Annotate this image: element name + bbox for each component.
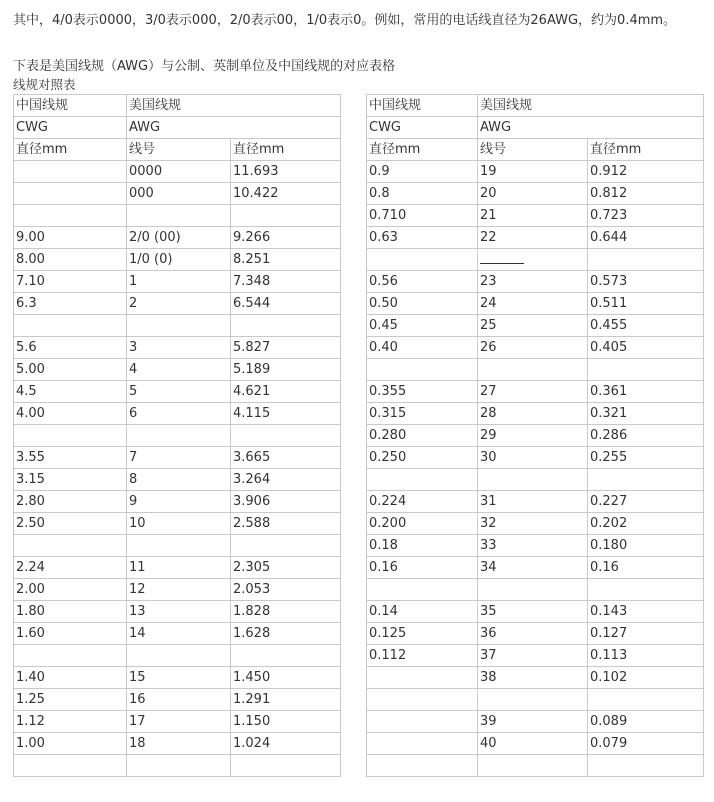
awg-diameter-cell: 3.264	[231, 469, 341, 491]
table-row	[367, 249, 704, 271]
table-header-row	[14, 117, 341, 139]
table-row	[14, 601, 341, 623]
awg-gauge-cell: 1/0 (0)	[127, 249, 231, 271]
awg-diameter-cell: 5.189	[231, 359, 341, 381]
awg-diameter-cell: 0.405	[588, 337, 704, 359]
cwg-diameter-cell	[14, 205, 127, 227]
cwg-diameter-cell: 0.355	[367, 381, 478, 403]
cwg-header-cn: 中国线规	[367, 95, 478, 117]
awg-diameter-cell: 0.127	[588, 623, 704, 645]
awg-gauge-cell: 11	[127, 557, 231, 579]
cwg-diameter-cell: 5.6	[14, 337, 127, 359]
awg-diameter-cell	[588, 755, 704, 777]
cwg-diameter-cell	[14, 183, 127, 205]
table-row	[14, 689, 341, 711]
table-row	[14, 249, 341, 271]
cwg-diameter-cell	[14, 315, 127, 337]
awg-gauge-cell	[127, 425, 231, 447]
awg-diameter-cell: 0.723	[588, 205, 704, 227]
table-row	[14, 469, 341, 491]
table-row	[367, 557, 704, 579]
cwg-diameter-cell: 2.50	[14, 513, 127, 535]
awg-diameter-cell: 2.588	[231, 513, 341, 535]
awg-gauge-cell: 17	[127, 711, 231, 733]
awg-diameter-cell	[231, 425, 341, 447]
table-header-row	[367, 117, 704, 139]
awg-diameter-cell: 0.455	[588, 315, 704, 337]
cwg-diameter-cell: 0.710	[367, 205, 478, 227]
table-row	[14, 183, 341, 205]
cwg-diameter-cell: 0.63	[367, 227, 478, 249]
awg-gauge-cell: 14	[127, 623, 231, 645]
awg-diameter-cell: 8.251	[231, 249, 341, 271]
table-heading: 下表是美国线规（AWG）与公制、英制单位及中国线规的对应表格	[13, 59, 396, 74]
cwg-diameter-cell: 4.5	[14, 381, 127, 403]
awg-diameter-cell	[588, 689, 704, 711]
awg-diameter-cell: 1.628	[231, 623, 341, 645]
awg-diameter-cell: 7.348	[231, 271, 341, 293]
table-row	[367, 491, 704, 513]
awg-diameter-cell	[588, 249, 704, 271]
cwg-diameter-cell: 9.00	[14, 227, 127, 249]
cwg-diameter-cell: 8.00	[14, 249, 127, 271]
cwg-diameter-cell: 0.8	[367, 183, 478, 205]
awg-gauge-cell: 3	[127, 337, 231, 359]
awg-gauge-cell: 29	[478, 425, 588, 447]
awg-gauge-cell	[478, 755, 588, 777]
awg-gauge-cell	[127, 535, 231, 557]
table-row	[367, 535, 704, 557]
table-row	[367, 161, 704, 183]
awg-gauge-cell	[127, 755, 231, 777]
awg-diameter-cell: 3.906	[231, 491, 341, 513]
awg-header: AWG	[478, 117, 704, 139]
awg-gauge-cell: 39	[478, 711, 588, 733]
cwg-diameter-cell: 0.224	[367, 491, 478, 513]
awg-diameter-cell	[588, 359, 704, 381]
cwg-diameter-cell	[367, 359, 478, 381]
awg-gauge-cell: 33	[478, 535, 588, 557]
cwg-diameter-cell: 0.280	[367, 425, 478, 447]
cwg-diameter-cell	[367, 249, 478, 271]
table-row	[367, 469, 704, 491]
awg-gauge-cell	[478, 469, 588, 491]
awg-diameter-cell: 0.079	[588, 733, 704, 755]
awg-gauge-cell	[127, 645, 231, 667]
table-row	[367, 579, 704, 601]
awg-gauge-cell: 13	[127, 601, 231, 623]
awg-diameter-cell	[231, 315, 341, 337]
table-row	[14, 513, 341, 535]
table-row	[367, 733, 704, 755]
table-row	[14, 161, 341, 183]
table-row	[14, 359, 341, 381]
awg-gauge-cell: 15	[127, 667, 231, 689]
awg-gauge-cell: 35	[478, 601, 588, 623]
awg-header-cn: 美国线规	[127, 95, 341, 117]
awg-diameter-cell: 0.143	[588, 601, 704, 623]
awg-gauge-cell: 23	[478, 271, 588, 293]
awg-diameter-cell: 3.665	[231, 447, 341, 469]
gauge-table-right	[366, 94, 704, 777]
awg-gauge-cell: 5	[127, 381, 231, 403]
gauge-table-left	[13, 94, 341, 777]
awg-gauge-cell: 26	[478, 337, 588, 359]
cwg-diameter-cell: 0.14	[367, 601, 478, 623]
diameter-header: 直径mm	[14, 139, 127, 161]
cwg-diameter-cell: 0.315	[367, 403, 478, 425]
table-row	[367, 447, 704, 469]
awg-gauge-cell	[478, 359, 588, 381]
awg-diameter-header: 直径mm	[231, 139, 341, 161]
awg-gauge-cell: 10	[127, 513, 231, 535]
diameter-header: 直径mm	[367, 139, 478, 161]
cwg-diameter-cell	[367, 711, 478, 733]
table-row	[14, 667, 341, 689]
awg-diameter-cell: 4.621	[231, 381, 341, 403]
table-row	[367, 293, 704, 315]
cwg-diameter-cell: 1.12	[14, 711, 127, 733]
table-row	[367, 381, 704, 403]
table-body-left	[14, 95, 341, 777]
underline-mark	[480, 249, 524, 264]
awg-gauge-cell: 2/0 (00)	[127, 227, 231, 249]
awg-diameter-cell: 9.266	[231, 227, 341, 249]
cwg-diameter-cell: 5.00	[14, 359, 127, 381]
table-row	[367, 425, 704, 447]
awg-diameter-cell: 0.202	[588, 513, 704, 535]
awg-gauge-cell: 0000	[127, 161, 231, 183]
awg-gauge-cell: 9	[127, 491, 231, 513]
cwg-diameter-cell: 0.9	[367, 161, 478, 183]
cwg-diameter-cell: 0.45	[367, 315, 478, 337]
cwg-diameter-cell	[367, 733, 478, 755]
cwg-diameter-cell	[367, 579, 478, 601]
awg-diameter-header: 直径mm	[588, 139, 704, 161]
cwg-diameter-cell: 0.50	[367, 293, 478, 315]
cwg-header: CWG	[14, 117, 127, 139]
awg-gauge-cell: 37	[478, 645, 588, 667]
awg-diameter-cell: 6.544	[231, 293, 341, 315]
table-row	[367, 711, 704, 733]
awg-gauge-cell: 000	[127, 183, 231, 205]
cwg-diameter-cell: 0.18	[367, 535, 478, 557]
cwg-diameter-cell: 2.24	[14, 557, 127, 579]
awg-diameter-cell: 10.422	[231, 183, 341, 205]
awg-diameter-cell: 1.450	[231, 667, 341, 689]
cwg-diameter-cell	[14, 645, 127, 667]
awg-header-cn: 美国线规	[478, 95, 704, 117]
awg-header: AWG	[127, 117, 341, 139]
cwg-diameter-cell	[367, 689, 478, 711]
table-row	[14, 447, 341, 469]
cwg-diameter-cell: 1.80	[14, 601, 127, 623]
awg-diameter-cell	[588, 579, 704, 601]
cwg-diameter-cell: 4.00	[14, 403, 127, 425]
awg-gauge-cell: 24	[478, 293, 588, 315]
awg-gauge-cell: 4	[127, 359, 231, 381]
cwg-diameter-cell: 0.56	[367, 271, 478, 293]
cwg-diameter-cell: 0.250	[367, 447, 478, 469]
awg-gauge-cell: 20	[478, 183, 588, 205]
awg-gauge-cell	[127, 205, 231, 227]
cwg-diameter-cell: 1.25	[14, 689, 127, 711]
awg-diameter-cell: 0.361	[588, 381, 704, 403]
table-row	[367, 755, 704, 777]
awg-gauge-cell: 19	[478, 161, 588, 183]
cwg-diameter-cell	[14, 161, 127, 183]
awg-diameter-cell: 2.305	[231, 557, 341, 579]
awg-gauge-cell	[478, 249, 588, 271]
awg-diameter-cell: 0.573	[588, 271, 704, 293]
cwg-diameter-cell	[367, 667, 478, 689]
cwg-diameter-cell	[14, 425, 127, 447]
awg-diameter-cell: 0.255	[588, 447, 704, 469]
cwg-diameter-cell: 2.80	[14, 491, 127, 513]
cwg-diameter-cell: 1.60	[14, 623, 127, 645]
awg-diameter-cell	[231, 645, 341, 667]
table-row	[14, 755, 341, 777]
awg-diameter-cell: 0.180	[588, 535, 704, 557]
awg-diameter-cell: 4.115	[231, 403, 341, 425]
awg-diameter-cell: 0.812	[588, 183, 704, 205]
awg-diameter-cell: 11.693	[231, 161, 341, 183]
awg-diameter-cell: 0.089	[588, 711, 704, 733]
cwg-diameter-cell: 1.40	[14, 667, 127, 689]
cwg-diameter-cell: 6.3	[14, 293, 127, 315]
awg-diameter-cell: 0.113	[588, 645, 704, 667]
table-row	[14, 425, 341, 447]
table-row	[14, 535, 341, 557]
gauge-header: 线号	[478, 139, 588, 161]
table-row	[367, 689, 704, 711]
awg-gauge-cell: 16	[127, 689, 231, 711]
table-row	[367, 403, 704, 425]
awg-diameter-cell: 1.150	[231, 711, 341, 733]
awg-gauge-cell: 31	[478, 491, 588, 513]
awg-diameter-cell: 0.286	[588, 425, 704, 447]
cwg-diameter-cell: 0.40	[367, 337, 478, 359]
cwg-diameter-cell: 0.200	[367, 513, 478, 535]
table-row	[14, 271, 341, 293]
awg-gauge-cell: 28	[478, 403, 588, 425]
awg-gauge-cell: 34	[478, 557, 588, 579]
table-row	[367, 601, 704, 623]
cwg-diameter-cell: 1.00	[14, 733, 127, 755]
awg-gauge-cell	[478, 579, 588, 601]
awg-diameter-cell: 0.644	[588, 227, 704, 249]
table-header-row	[14, 139, 341, 161]
awg-diameter-cell	[588, 469, 704, 491]
awg-diameter-cell: 1.024	[231, 733, 341, 755]
awg-diameter-cell	[231, 205, 341, 227]
cwg-diameter-cell: 3.55	[14, 447, 127, 469]
table-row	[14, 557, 341, 579]
cwg-diameter-cell	[367, 755, 478, 777]
awg-gauge-cell: 1	[127, 271, 231, 293]
awg-gauge-cell: 2	[127, 293, 231, 315]
awg-gauge-cell: 36	[478, 623, 588, 645]
table-row	[14, 579, 341, 601]
awg-diameter-cell: 1.828	[231, 601, 341, 623]
table-row	[367, 227, 704, 249]
awg-gauge-cell: 38	[478, 667, 588, 689]
cwg-diameter-cell	[14, 755, 127, 777]
cwg-diameter-cell	[367, 469, 478, 491]
cwg-header: CWG	[367, 117, 478, 139]
table-row	[14, 337, 341, 359]
awg-gauge-cell	[478, 689, 588, 711]
awg-gauge-cell: 12	[127, 579, 231, 601]
table-row	[14, 733, 341, 755]
table-row	[14, 315, 341, 337]
table-row	[367, 271, 704, 293]
table-row	[14, 645, 341, 667]
awg-diameter-cell	[231, 755, 341, 777]
table-row	[367, 205, 704, 227]
table-row	[14, 491, 341, 513]
awg-diameter-cell: 0.16	[588, 557, 704, 579]
awg-diameter-cell: 0.912	[588, 161, 704, 183]
table-row	[14, 205, 341, 227]
awg-diameter-cell: 0.511	[588, 293, 704, 315]
awg-diameter-cell: 1.291	[231, 689, 341, 711]
table-row	[367, 623, 704, 645]
cwg-diameter-cell: 3.15	[14, 469, 127, 491]
awg-diameter-cell	[231, 535, 341, 557]
table-row	[367, 359, 704, 381]
table-row	[14, 403, 341, 425]
awg-gauge-cell: 8	[127, 469, 231, 491]
cwg-diameter-cell: 7.10	[14, 271, 127, 293]
cwg-diameter-cell: 2.00	[14, 579, 127, 601]
awg-gauge-cell	[127, 315, 231, 337]
table-row	[367, 645, 704, 667]
table-row	[367, 513, 704, 535]
gauge-header: 线号	[127, 139, 231, 161]
awg-diameter-cell: 0.102	[588, 667, 704, 689]
awg-gauge-cell: 27	[478, 381, 588, 403]
awg-diameter-cell: 0.227	[588, 491, 704, 513]
table-row	[367, 337, 704, 359]
awg-diameter-cell: 2.053	[231, 579, 341, 601]
table-row	[367, 315, 704, 337]
table-row	[14, 227, 341, 249]
awg-gauge-cell: 21	[478, 205, 588, 227]
awg-gauge-cell: 30	[478, 447, 588, 469]
table-header-row	[367, 95, 704, 117]
table-header-row	[14, 95, 341, 117]
table-row	[14, 623, 341, 645]
cwg-diameter-cell: 0.16	[367, 557, 478, 579]
awg-gauge-cell: 25	[478, 315, 588, 337]
table-row	[367, 667, 704, 689]
cwg-header-cn: 中国线规	[14, 95, 127, 117]
awg-gauge-cell: 6	[127, 403, 231, 425]
table-row	[14, 711, 341, 733]
table-header-row	[367, 139, 704, 161]
table-caption: 线规对照表	[13, 77, 76, 92]
table-body-right	[367, 95, 704, 777]
awg-diameter-cell: 0.321	[588, 403, 704, 425]
table-row	[14, 293, 341, 315]
intro-text: 其中，4/0表示0000，3/0表示000，2/0表示00，1/0表示0。例如，常用的电话线直径为26AWG，约为0.4mm。	[13, 13, 677, 28]
awg-gauge-cell: 32	[478, 513, 588, 535]
awg-diameter-cell: 5.827	[231, 337, 341, 359]
table-row	[14, 381, 341, 403]
awg-gauge-cell: 18	[127, 733, 231, 755]
cwg-diameter-cell: 0.112	[367, 645, 478, 667]
awg-gauge-cell: 7	[127, 447, 231, 469]
awg-gauge-cell: 40	[478, 733, 588, 755]
cwg-diameter-cell: 0.125	[367, 623, 478, 645]
table-row	[367, 183, 704, 205]
awg-gauge-cell: 22	[478, 227, 588, 249]
cwg-diameter-cell	[14, 535, 127, 557]
